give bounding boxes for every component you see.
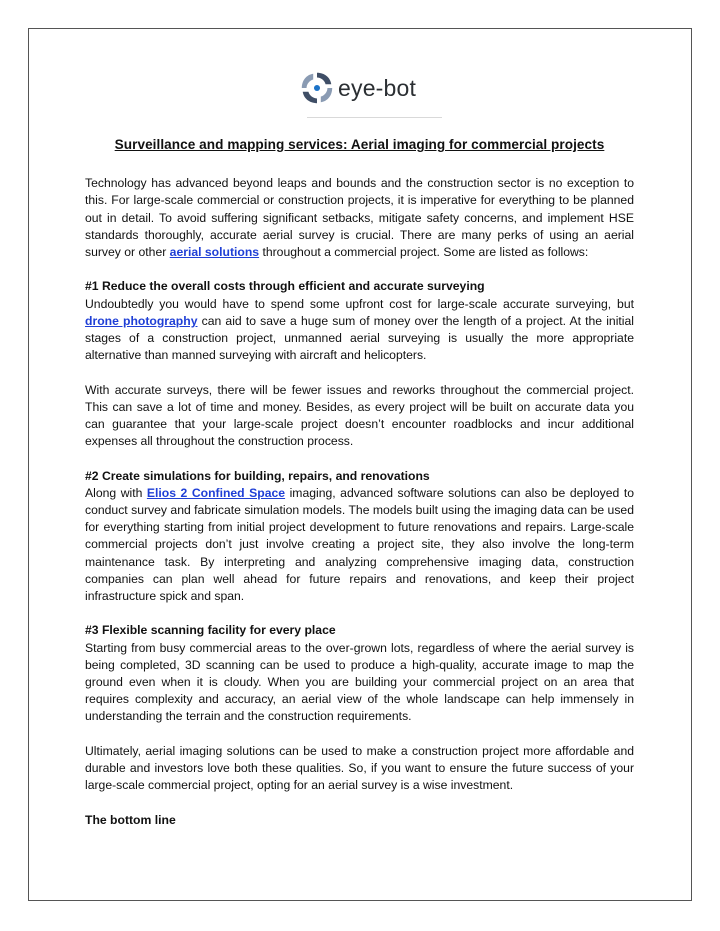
intro-text-a: Technology has advanced beyond leaps and bounds and the construction sector is no exception to this. For large-scale commercial or construction projects, it is imperative for everything to be planned out in detail. To avoid suffering significant setbacks, mitigate safety concerns, and implement HSE standards thoroughly, accurate aerial survey is crucial. There are many perks of using an aerial survey or other — [85, 176, 634, 260]
section3-paragraph1: Starting from busy commercial areas to the over-grown lots, regardless of where the aerial survey is being completed, 3D scanning can be used to produce a high-quality, accurate image to map the ground even when it is cloudy. When you are building your commercial project on an area that requires complexity and accuracy, an aerial view of the whole landscape can help immensely in understanding the terrain and the construction requirements. — [85, 640, 634, 724]
logo — [298, 66, 448, 110]
s2-text-b: imaging, advanced software solutions can also be deployed to conduct survey and fabricate simulation models. The models built using the imaging data can be used for everything starting from initial project development to future renovations and repairs. Large-scale commercial projects don’t just involve creating a project site, they also involve the long-term maintenance task. By interpreting and analyzing comprehensive imaging data, construction companies can plan well ahead for future repairs and renovations, and keep their project infrastructure spick and span. — [85, 485, 634, 604]
document-title: Surveillance and mapping services: Aerial imaging for commercial projects — [114, 137, 605, 152]
section3-heading: #3 Flexible scanning facility for every place — [85, 623, 336, 638]
logo-divider — [307, 117, 442, 118]
s1-text-a: Undoubtedly you would have to spend some upfront cost for large-scale accurate surveying, but — [85, 296, 634, 311]
section1-heading: #1 Reduce the overall costs through efficient and accurate surveying — [85, 279, 485, 294]
section1-paragraph2: With accurate surveys, there will be fewer issues and reworks throughout the commercial project. This can save a lot of time and money. Besides, as every project will be built on accurate data you can guarantee that your large-scale project doesn’t encounter roadblocks and incur additional expenses all throughout the construction process. — [85, 382, 634, 449]
s2-text-a: Along with — [85, 485, 147, 500]
section2-paragraph — [85, 485, 634, 605]
section3-paragraph2: Ultimately, aerial imaging solutions can be used to make a construction project more affordable and durable and investors love both these qualities. So, if you want to ensure the future success of your large-scale commercial project, opting for an aerial survey is a wise investment. — [85, 743, 634, 793]
logo-text: eye-bot — [338, 74, 417, 101]
bottom-line-heading: The bottom line — [85, 812, 176, 827]
intro-text-b: throughout a commercial project. Some are listed as follows: — [259, 245, 589, 260]
eye-bot-logo-icon — [298, 69, 336, 107]
s1-text-b: can aid to save a huge sum of money over the length of a project. At the initial stages of a construction project, unmanned aerial surveying is usually the more appropriate alternative than manned surveying with aircraft and helicopters. — [85, 313, 634, 363]
section2-heading: #2 Create simulations for building, repairs, and renovations — [85, 468, 430, 483]
drone-photography-link[interactable]: drone photography — [85, 313, 198, 328]
section1-paragraph1 — [85, 296, 634, 365]
aerial-solutions-link[interactable]: aerial solutions — [169, 245, 260, 260]
document-body — [85, 136, 634, 829]
intro-paragraph — [85, 175, 634, 261]
elios-2-confined-space-link[interactable]: Elios 2 Confined Space — [146, 485, 286, 500]
